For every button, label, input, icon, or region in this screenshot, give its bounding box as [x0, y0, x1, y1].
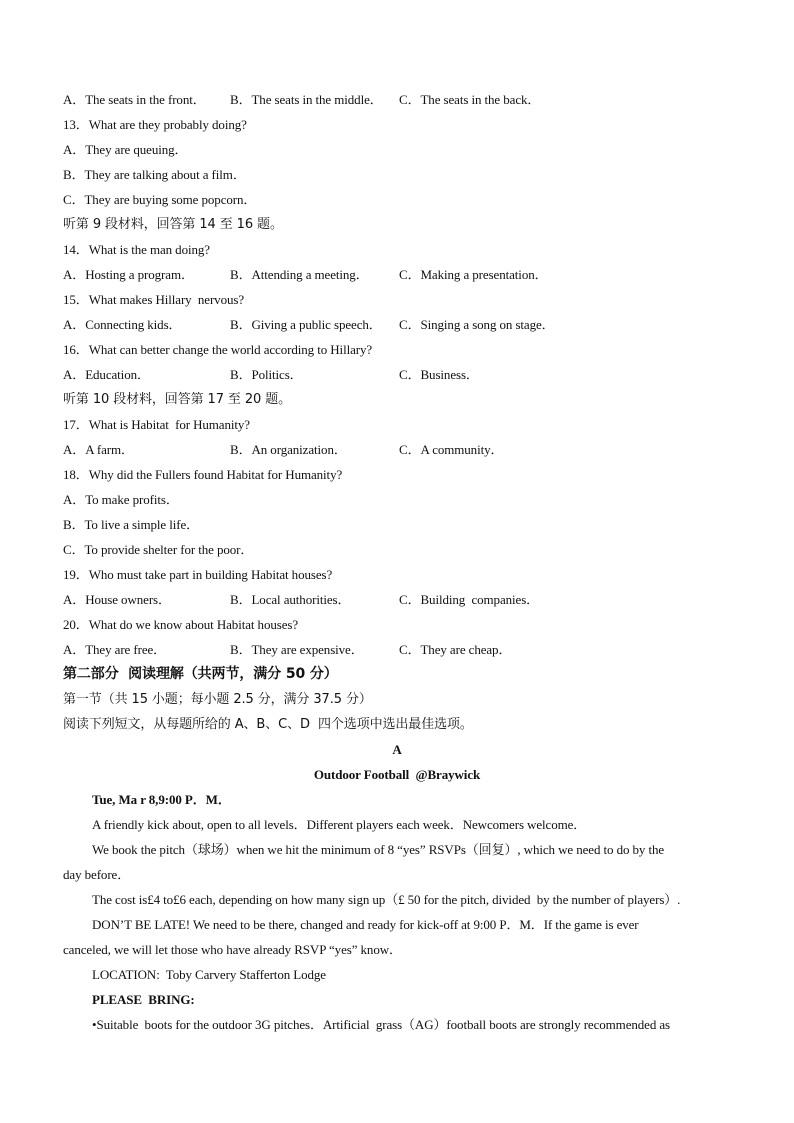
passage-paragraph-2a: We book the pitch（球场）when we hit the minimum of 8 “yes” RSVPs（回复）, which we need to do by the [92, 842, 665, 857]
q18-stem: 18．Why did the Fullers found Habitat for Humanity? [63, 467, 343, 482]
q20-option-c: C．They are cheap． [399, 642, 512, 657]
q16-option-b: B．Politics． [230, 367, 303, 382]
passage-paragraph-4b: canceled, we will let those who have already RSVP “yes” know． [63, 942, 402, 957]
q12-option-b: B．The seats in the middle． [230, 92, 383, 107]
q20-stem: 20．What do we know about Habitat houses? [63, 617, 299, 632]
passage-paragraph-4a: DON’T BE LATE! We need to be there, changed and ready for kick-off at 9:00 P．M．If the game is ever [92, 917, 639, 932]
q13-option-b: B．They are talking about a film． [63, 167, 246, 182]
please-bring-heading: PLEASE BRING: [92, 992, 195, 1007]
q12-option-c: C．The seats in the back． [399, 92, 541, 107]
q16-option-c: C．Business． [399, 367, 479, 382]
q12-option-a: A．The seats in the front． [63, 92, 206, 107]
q15-option-a: A．Connecting kids． [63, 317, 182, 332]
q17-stem: 17．What is Habitat for Humanity? [63, 417, 250, 432]
q14-option-a: A．Hosting a program． [63, 267, 194, 282]
passage-title: Outdoor Football @Braywick [313, 767, 481, 782]
passage-paragraph-3: The cost is£4 to£6 each, depending on how many sign up（£ 50 for the pitch, divided by the number of players）. [92, 892, 681, 907]
event-date: Tue, Ma r 8,9:00 P．M． [92, 792, 231, 807]
q13-stem: 13．What are they probably doing? [63, 117, 247, 132]
q19-option-a: A．House owners． [63, 592, 171, 607]
q17-option-c: C．A community． [399, 442, 504, 457]
q19-option-c: C．Building companies． [399, 592, 540, 607]
passage-letter: A [392, 742, 402, 757]
q19-stem: 19．Who must take part in building Habitat houses? [63, 567, 333, 582]
q15-stem: 15．What makes Hillary nervous? [63, 292, 245, 307]
part2-section1: 第一节（共 15 小题；每小题 2.5 分，满分 37.5 分） [63, 692, 372, 707]
q14-option-b: B．Attending a meeting． [230, 267, 369, 282]
q17-option-b: B．An organization． [230, 442, 347, 457]
q15-option-b: B．Giving a public speech． [230, 317, 382, 332]
q14-stem: 14．What is the man doing? [63, 242, 210, 257]
q17-option-a: A．A farm． [63, 442, 134, 457]
q18-option-b: B．To live a simple life． [63, 517, 200, 532]
q18-option-c: C．To provide shelter for the poor． [63, 542, 254, 557]
q15-option-c: C．Singing a song on stage． [399, 317, 555, 332]
part2-title: 第二部分 阅读理解（共两节，满分 50 分） [63, 666, 338, 682]
bring-item-1: •Suitable boots for the outdoor 3G pitches．Artificial grass（AG）football boots are strongly recommended as [92, 1017, 671, 1032]
q13-option-c: C．They are buying some popcorn． [63, 192, 257, 207]
q19-option-b: B．Local authorities． [230, 592, 351, 607]
q14-option-c: C．Making a presentation． [399, 267, 548, 282]
passage-paragraph-2b: day before． [63, 867, 131, 882]
q13-option-a: A．They are queuing． [63, 142, 188, 157]
q20-option-a: A．They are free． [63, 642, 167, 657]
section-10-instruction: 听第 10 段材料，回答第 17 至 20 题。 [63, 392, 292, 407]
q16-option-a: A．Education． [63, 367, 150, 382]
q18-option-a: A．To make profits． [63, 492, 179, 507]
q20-option-b: B．They are expensive． [230, 642, 364, 657]
part2-instruction: 阅读下列短文，从每题所给的 A、B、C、D 四个选项中选出最佳选项。 [63, 717, 473, 732]
passage-paragraph-1: A friendly kick about, open to all levels．Different players each week．Newcomers welcome． [92, 817, 587, 832]
section-9-instruction: 听第 9 段材料，回答第 14 至 16 题。 [63, 217, 283, 232]
event-location: LOCATION: Toby Carvery Stafferton Lodge [92, 967, 326, 982]
q16-stem: 16．What can better change the world according to Hillary? [63, 342, 373, 357]
